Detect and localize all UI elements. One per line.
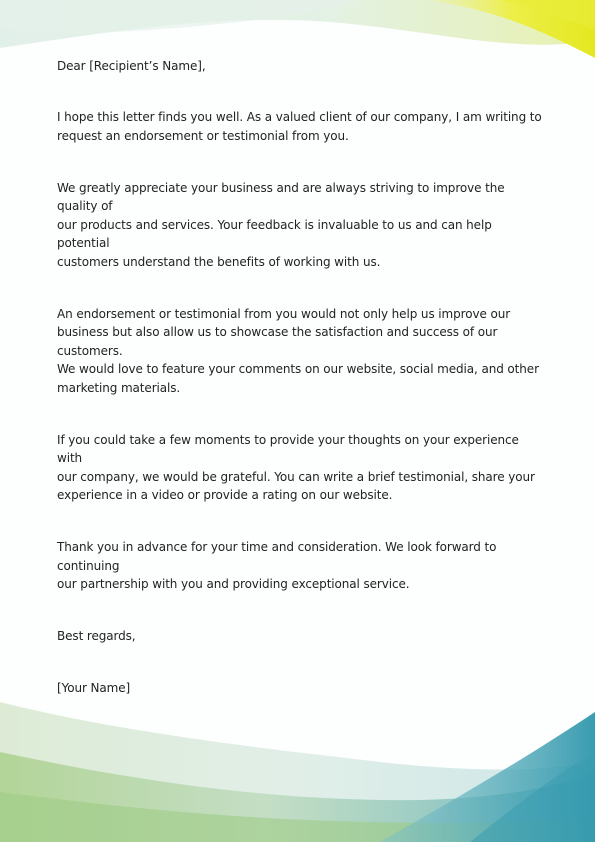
letter-body xyxy=(57,57,542,698)
paragraph-intro: I hope this letter finds you well. As a valued client of our company, I am writing to request an endorsement or testimonial from you. xyxy=(57,110,542,143)
salutation: Dear [Recipient’s Name], xyxy=(57,59,206,73)
paragraph-appreciation: We greatly appreciate your business and are always striving to improve the quality of our products and services. Your feedback is invaluable to us and can help potential customers understand the benefits of working with us. xyxy=(57,180,505,269)
closing: Best regards, xyxy=(57,629,136,643)
paragraph-thanks: Thank you in advance for your time and consideration. We look forward to continuing our partnership with you and providing exceptional service. xyxy=(57,540,497,591)
bottom-wave-decoration xyxy=(0,692,595,842)
paragraph-request: If you could take a few moments to provide your thoughts on your experience with our company, we would be grateful. You can write a brief testimonial, share your experience in a video or provide a rating on our website. xyxy=(57,432,535,502)
signature: [Your Name] xyxy=(57,681,131,695)
paragraph-endorsement: An endorsement or testimonial from you would not only help us improve our business but also allow us to showcase the satisfaction and success of our customers. We would love to feature your comments on our website, social media, and other marketing materials. xyxy=(57,306,539,395)
